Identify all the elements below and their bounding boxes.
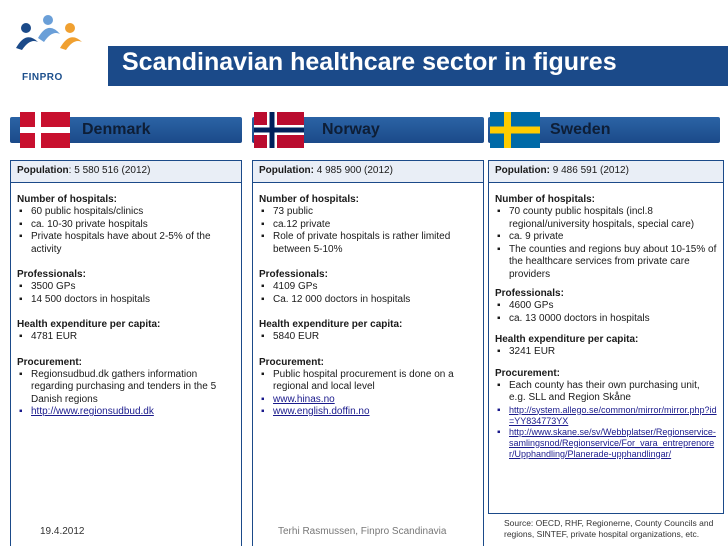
norway-header — [252, 110, 484, 150]
country-name: Denmark — [82, 121, 151, 138]
professionals-list — [253, 281, 483, 306]
expenditure-list — [489, 346, 723, 359]
list-item: ▪ Private hospitals have about 2-5% of the activity — [17, 231, 235, 256]
denmark-flag-icon — [20, 112, 70, 148]
list-item: ▪ ca.12 private — [259, 219, 477, 232]
hospitals-list — [11, 206, 241, 256]
population-label: Population: — [259, 165, 314, 176]
list-item: ▪ 70 county public hospitals (incl.8 regional/university hospitals, special care) — [495, 206, 717, 231]
hospitals-title: Number of hospitals: — [17, 194, 118, 205]
expenditure-list — [11, 331, 241, 344]
population-value: 4 985 900 (2012) — [314, 165, 393, 176]
denmark-panel — [10, 160, 242, 546]
procurement-link[interactable]: ▪ http://www.regionsudbud.dk — [17, 406, 235, 419]
footer-source: Source: OECD, RHF, Regionerne, County Councils and regions, SINTEF, private hospital organizations, etc. — [504, 518, 714, 539]
procurement-title: Procurement: — [259, 356, 325, 368]
list-item: ▪ 60 public hospitals/clinics — [17, 206, 235, 219]
procurement-link[interactable]: ▪ www.english.doffin.no — [259, 406, 477, 419]
procurement-list — [489, 380, 723, 460]
expenditure-title: Health expenditure per capita: — [259, 319, 403, 330]
list-item: ▪ 3500 GPs — [17, 281, 235, 294]
procurement-list — [11, 369, 241, 419]
procurement-link[interactable]: ▪ www.hinas.no — [259, 394, 477, 407]
list-item: ▪ Each county has their own purchasing unit, e.g. SLL and Region Skåne — [495, 380, 717, 405]
population-label: Population — [17, 165, 69, 176]
list-item: ▪ 4109 GPs — [259, 281, 477, 294]
population-row — [11, 161, 241, 183]
list-item: ▪ 5840 EUR — [259, 331, 477, 344]
norway-flag-icon — [254, 112, 304, 148]
list-item: ▪ Regionsudbud.dk gathers information regarding purchasing and tenders in the 5 Danish regions — [17, 369, 235, 407]
list-item: ▪ 4600 GPs — [495, 300, 717, 313]
procurement-title: Procurement: — [17, 356, 83, 368]
procurement-link[interactable]: ▪ http://www.skane.se/sv/Webbplatser/Regionservice-samlingsnod/Regionservice/For_vara_entreprenorer/Upphandling/Planerade-upphandlingar/ — [495, 427, 717, 460]
list-item: ▪ The counties and regions buy about 10-15% of the healthcare services from private care providers — [495, 244, 717, 282]
list-item: ▪ 14 500 doctors in hospitals — [17, 294, 235, 307]
footer-author: Terhi Rasmussen, Finpro Scandinavia — [278, 526, 447, 537]
list-item: ▪ Ca. 12 000 doctors in hospitals — [259, 294, 477, 307]
country-name: Norway — [322, 121, 380, 138]
hospitals-title: Number of hospitals: — [259, 194, 360, 205]
professionals-title: Professionals: — [17, 269, 86, 280]
professionals-list — [11, 281, 241, 306]
list-item: ▪ Public hospital procurement is done on a regional and local level — [259, 369, 477, 394]
population-row — [489, 161, 723, 183]
logo-text: FINPRO — [22, 72, 63, 83]
sweden-header — [488, 110, 720, 150]
population-row — [253, 161, 483, 183]
hospitals-title: Number of hospitals: — [495, 194, 596, 205]
population-value: 9 486 591 (2012) — [550, 165, 629, 176]
footer-date: 19.4.2012 — [40, 526, 85, 537]
country-name: Sweden — [550, 121, 611, 138]
page-title: Scandinavian healthcare sector in figures — [122, 48, 617, 76]
sweden-flag-icon — [490, 112, 540, 148]
procurement-link[interactable]: ▪ http://system.allego.se/common/mirror/mirror.php?id=YY834773YX — [495, 405, 717, 427]
expenditure-list — [253, 331, 483, 344]
list-item: ▪ ca. 9 private — [495, 231, 717, 244]
norway-column — [252, 110, 484, 150]
population-label: Population: — [495, 165, 550, 176]
list-item: ▪ ca. 10-30 private hospitals — [17, 219, 235, 232]
procurement-list — [253, 369, 483, 419]
denmark-header — [10, 110, 242, 150]
expenditure-title: Health expenditure per capita: — [495, 334, 639, 345]
list-item: ▪ Role of private hospitals is rather limited between 5-10% — [259, 231, 477, 256]
professionals-list — [489, 300, 723, 325]
norway-panel — [252, 160, 484, 546]
finpro-logo — [8, 8, 108, 86]
hospitals-list — [489, 206, 723, 281]
list-item: ▪ 3241 EUR — [495, 346, 717, 359]
hospitals-list — [253, 206, 483, 256]
professionals-title: Professionals: — [259, 269, 328, 280]
denmark-column — [10, 110, 242, 150]
list-item: ▪ 4781 EUR — [17, 331, 235, 344]
list-item: ▪ ca. 13 0000 doctors in hospitals — [495, 313, 717, 326]
population-value: : 5 580 516 (2012) — [68, 165, 151, 176]
finpro-logo-icon — [8, 8, 108, 70]
procurement-title: Procurement: — [495, 367, 561, 379]
sweden-column — [488, 110, 720, 150]
expenditure-title: Health expenditure per capita: — [17, 319, 161, 330]
sweden-panel — [488, 160, 724, 514]
professionals-title: Professionals: — [495, 288, 564, 299]
list-item: ▪ 73 public — [259, 206, 477, 219]
